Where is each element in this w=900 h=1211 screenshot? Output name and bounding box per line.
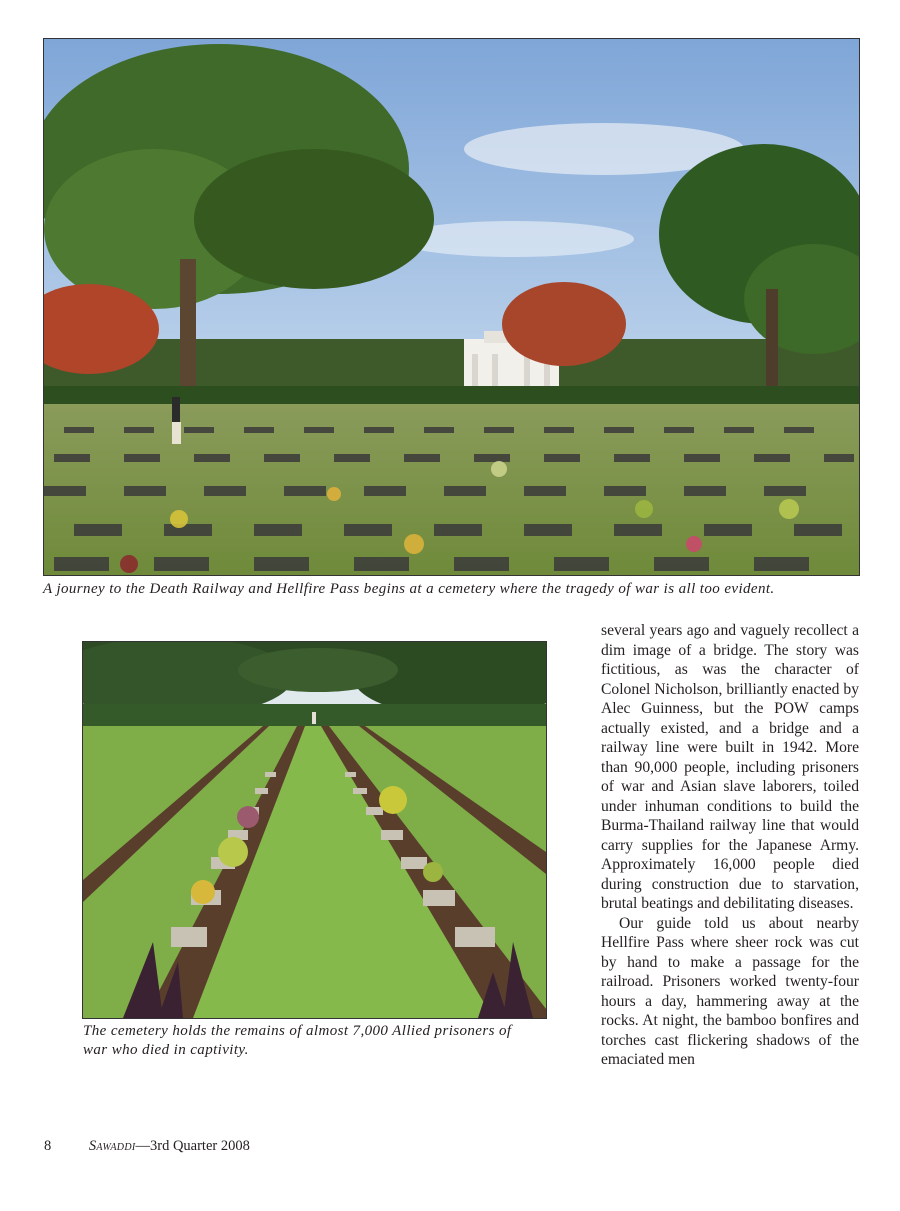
- article-paragraph: Our guide told us about nearby Hellfire Pass where sheer rock was cut by hand to make a passage for the railroad. Prisoners worked twenty-four hours a day, hammering away at the rocks. At night, the bamboo bonfires and torches cast flickering shadows of the emaciated men: [601, 914, 859, 1068]
- cemetery-rows-illustration: [83, 642, 546, 1018]
- top-photo-caption: A journey to the Death Railway and Hellfire Pass begins at a cemetery where the tragedy of war is all too evident.: [43, 581, 775, 597]
- page-number: 8: [44, 1138, 52, 1154]
- article-paragraph: several years ago and vaguely recollect a dim image of a bridge. The story was fictitious, as was the character of Colonel Nicholson, brilliantly enacted by Alec Guinness, but the POW camps actually existed, and a bridge and a railway line were built in 1942. More than 90,000 people, including prisoners of war and Asian slave laborers, toiled under inhuman conditions to build the Burma-Thailand railway line that would carry supplies for the Japanese Army. Approximately 16,000 people died during construction due to starvation, brutal beatings and debilitating diseases.: [601, 622, 859, 912]
- page-footer: [44, 1138, 250, 1155]
- cemetery-photo-wide: [43, 38, 860, 576]
- article-body: [601, 621, 859, 1070]
- cemetery-wide-illustration: [44, 39, 859, 575]
- magazine-title: Sawaddi: [88, 1138, 136, 1154]
- cemetery-photo-rows: [82, 641, 547, 1019]
- issue-label: —3rd Quarter 2008: [135, 1138, 250, 1154]
- bottom-photo-caption: The cemetery holds the remains of almost 7,000 Allied prisoners of war who died in captivity.: [83, 1023, 512, 1058]
